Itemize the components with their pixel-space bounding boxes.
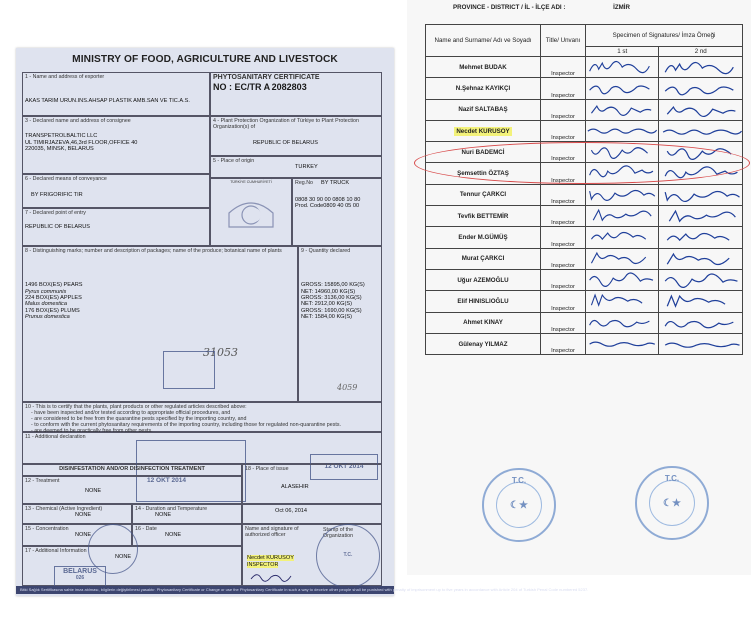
goods-botanical: Pyrus communis [25, 288, 67, 295]
signature-ink [659, 78, 742, 98]
goods-line: 176 BOX(ES) PLUMS [25, 307, 80, 314]
handwritten-number-2: 4059 [337, 383, 358, 392]
signature-rows [426, 57, 743, 355]
seal-text: T.C. [343, 552, 353, 559]
signature-ink [586, 185, 658, 205]
conveyance-label: 6 - Declared means of conveyance [25, 176, 107, 182]
inspector-title: Inspector [541, 248, 586, 269]
concentration-value: NONE [75, 532, 92, 539]
consignee-line-2: UL TIMIRJAZEVA,46,3rd FLOOR,OFFICE 40 [25, 139, 138, 146]
quantity-net: NET: 14960,00 KG(S) [301, 288, 356, 295]
inspector-title: Inspector [541, 269, 586, 290]
signature-second [659, 269, 743, 290]
consignee-line-3: 220035, MINSK, BELARUS [25, 145, 94, 152]
inspector-name-text: Nuri BADEMCİ [461, 148, 505, 156]
col-specimen: Specimen of Signatures/ İmza Örneği [586, 25, 743, 47]
signature-ink [659, 206, 742, 226]
signature-second [659, 312, 743, 333]
goods-botanical: Malus domestica [25, 301, 67, 308]
exporter-box [22, 72, 210, 116]
inspector-name [426, 333, 541, 354]
signature-second [659, 120, 743, 141]
inspector-name [426, 291, 541, 312]
regno-value: BY TRUCK [321, 180, 350, 187]
ppo-value: REPUBLIC OF BELARUS [253, 140, 318, 147]
disinfestation-title: DISINFESTATION AND/OR DISINFECTION TREATMENT [59, 466, 205, 472]
seal-left [482, 468, 556, 542]
signature-ink [659, 100, 742, 120]
inspector-name [426, 184, 541, 205]
origin-box [210, 156, 382, 178]
certification-b: - are considered to be free from the quarantine pests specified by the importing country, and [31, 416, 247, 423]
regno-box [292, 178, 382, 246]
footer-text: Bitki Sağlık Sertifikasına sahte imza atılması, bilgilerin değiştirilmesi yasaktır. Phytosanitary Certificate or Change or use the Phytosanitary Certificate in such a way to deceive other people shall be punished with penalty of imprisonment up to five years in accordance with Article 204 of Turkish Penal Code numbered 5237. [20, 587, 589, 592]
certification-text: 10 - This is to certify that the plants, plant products or other regulated articles described above: [25, 404, 247, 410]
seal-left-crescent-icon: ☾★ [496, 482, 542, 528]
goods-list [25, 282, 295, 321]
seal-right-text: T.C. [664, 474, 680, 483]
certification-a: - have been inspected and/or tested according to appropriate official procedures, and [31, 410, 231, 417]
table-row [426, 312, 743, 333]
signature-second [659, 248, 743, 269]
signature-first [586, 206, 659, 227]
signature-specimen-sheet [407, 0, 751, 575]
entry-stamp [163, 351, 215, 389]
signature-ink [586, 206, 658, 226]
quantity-label: 9 - Quantity declared [301, 248, 351, 254]
quantity-list [301, 282, 379, 321]
belarus-stamp-text: BELARUS [63, 568, 97, 575]
officer-signature [249, 570, 293, 584]
table-row [426, 291, 743, 312]
certificate-number-box [210, 72, 382, 116]
province-line [453, 4, 630, 11]
table-row [426, 248, 743, 269]
inspector-name-text: Necdet KURUSOY [456, 127, 510, 135]
signature-second [659, 78, 743, 99]
consignee-box [22, 116, 210, 174]
disinfestation-header [22, 464, 242, 476]
officer-name: Necdet KURUSOY [247, 555, 294, 561]
signature-ink [659, 334, 742, 354]
inspector-title: Inspector [541, 312, 586, 333]
belarus-stamp-number: 026 [75, 575, 85, 582]
inspector-name [426, 78, 541, 99]
ppo-box [210, 116, 382, 156]
stamp-date-1: 12 OKT 2014 [147, 477, 187, 484]
signature-ink [586, 227, 658, 247]
duration-box [132, 504, 242, 524]
signature-ink [659, 249, 742, 269]
signature-ink [586, 249, 658, 269]
inspector-name-text: Nazif SALTABAŞ [458, 106, 508, 114]
signature-second [659, 57, 743, 78]
certification-c: - to conform with the current phytosanitary requirements of the importing country, including those for regulated non-quarantine pests. [31, 422, 341, 429]
signature-ink [586, 100, 658, 120]
crescent-emblem-icon [221, 191, 281, 235]
stamp-label: Stamp of the Organization [323, 527, 354, 540]
stamp-date-2: 12 OKT 2014 [324, 463, 364, 470]
inspector-title: Inspector [541, 163, 586, 184]
signature-ink [586, 270, 658, 290]
table-row [426, 184, 743, 205]
inspector-title: Inspector [541, 227, 586, 248]
conveyance-box [22, 174, 210, 208]
signature-ink [586, 57, 658, 77]
quantity-gross: GROSS: 3136,00 KG(S) [301, 294, 362, 301]
consignee-line-1: TRANSPETROLBALTIC LLC [25, 133, 98, 140]
inspector-name [426, 248, 541, 269]
quantity-box [298, 246, 382, 402]
place-of-issue-value: ALASEHIR [281, 484, 309, 491]
signature-first [586, 78, 659, 99]
seal-right [635, 466, 709, 540]
inspector-name [426, 120, 541, 141]
inspector-title: Inspector [541, 99, 586, 120]
signature-first [586, 312, 659, 333]
signature-first [586, 184, 659, 205]
table-row [426, 57, 743, 78]
signature-second [659, 227, 743, 248]
inspector-name [426, 227, 541, 248]
signature-ink [659, 313, 742, 333]
emblem-text: TÜRKİYE CUMHURİYETİ [230, 180, 272, 184]
date-label: 16 - Date [135, 526, 157, 532]
entry-value: REPUBLIC OF BELARUS [25, 224, 90, 231]
signature-first [586, 333, 659, 354]
date-value: NONE [165, 532, 182, 539]
belarus-stamp [54, 566, 106, 588]
col-title: Title/ Unvanı [541, 25, 586, 57]
signature-first [586, 227, 659, 248]
ministry-title: MINISTRY OF FOOD, AGRICULTURE AND LIVESTOCK [72, 54, 338, 65]
date-box [132, 524, 242, 546]
certification-d: - are deemed to be practically free from other pests. [31, 428, 153, 435]
inspector-title: Inspector [541, 120, 586, 141]
signature-second [659, 184, 743, 205]
inspector-title: Inspector [541, 184, 586, 205]
origin-value: TURKEY [295, 164, 318, 171]
col-name: Name and Surname/ Adı ve Soyadı [426, 25, 541, 57]
regno-label: Reg.No [295, 180, 313, 186]
exporter-label: 1 - Name and address of exporter [25, 74, 105, 80]
entry-box [22, 208, 210, 246]
treatment-box [22, 476, 242, 504]
inspector-name-text: Şemsettin ÖZTAŞ [457, 170, 509, 178]
table-row [426, 269, 743, 290]
inspector-name-text: Uğur AZEMOĞLU [457, 276, 509, 284]
seal-right-crescent-icon: ☾★ [649, 480, 695, 526]
inspector-title: Inspector [541, 206, 586, 227]
signature-first [586, 291, 659, 312]
goods-line: 1496 BOX(ES) PEARS [25, 282, 83, 289]
officer-label: Name and signature of authorized officer [245, 526, 299, 539]
goods-box [22, 246, 298, 402]
signature-ink [586, 121, 658, 141]
signature-ink [659, 291, 742, 311]
table-row [426, 206, 743, 227]
product-codes-1: 0808 30 90 00 0808 10 80 [295, 196, 361, 203]
quantity-gross: GROSS: 15895,00 KG(S) [301, 282, 365, 289]
certificate-number-label: NO : EC/TR A [213, 82, 271, 93]
signature-first [586, 248, 659, 269]
additional-info-label: 17 - Additional Information [25, 548, 87, 554]
goods-line: 224 BOX(ES) APPLES [25, 294, 82, 301]
highlight-oval [414, 142, 750, 184]
signature-ink [659, 121, 742, 141]
signature-ink [659, 227, 742, 247]
duration-label: 14 - Duration and Temperature [135, 506, 208, 512]
inspector-name [426, 57, 541, 78]
chemical-value: NONE [75, 512, 92, 519]
inspector-title: Inspector [541, 291, 586, 312]
inspector-name-text: Tennur ÇARKCI [459, 191, 507, 199]
handwritten-number-1: 31053 [203, 346, 238, 359]
treatment-label: 12 - Treatment [25, 478, 60, 484]
table-row [426, 227, 743, 248]
additional-info-value: NONE [115, 554, 132, 561]
additional-declaration-label: 11 - Additional declaration [25, 434, 86, 440]
consignee-label: 3 - Declared name and address of consignee [25, 118, 131, 124]
chemical-box [22, 504, 132, 524]
col-first: 1 st [586, 47, 659, 57]
inspector-name-text: Ender M.GÜMÜŞ [458, 234, 508, 242]
signature-second [659, 206, 743, 227]
emblem-box [210, 178, 292, 246]
duration-value: NONE [155, 512, 172, 519]
inspector-title: Inspector [541, 333, 586, 354]
exporter-value: AKAS TARIM URUN.INS.AHSAP PLASTIK AMB.SAN VE TIC.A.S. [25, 98, 190, 105]
signature-first [586, 269, 659, 290]
signature-ink [586, 291, 658, 311]
table-row [426, 120, 743, 141]
officer-title: INSPECTOR [247, 562, 279, 568]
table-row [426, 99, 743, 120]
table-row [426, 78, 743, 99]
inspector-name-text: N.Şehnaz KAYIKÇI [455, 84, 511, 92]
signature-first [586, 57, 659, 78]
conveyance-value: BY FRIGORIFIC TIR [31, 192, 83, 199]
footer-ribbon [16, 586, 589, 594]
quantity-net: NET: 2912,00 KG(S) [301, 301, 352, 308]
chemical-label: 13 - Chemical (Active Ingredient) [25, 506, 103, 512]
inspector-name [426, 269, 541, 290]
inspector-title: Inspector [541, 78, 586, 99]
place-of-issue-label: 18 - Place of issue [245, 466, 289, 472]
inspector-name-text: Tevfik BETTEMİR [457, 212, 509, 220]
inspector-name-text: Gülenay YILMAZ [458, 340, 508, 348]
inspector-name [426, 99, 541, 120]
goods-botanical: Prunus domestica [25, 314, 70, 321]
signature-ink [586, 78, 658, 98]
quantity-gross: GROSS: 1690,00 KG(S) [301, 307, 362, 314]
inspector-name-text: Ahmet KINAY [463, 319, 503, 327]
place-of-issue-box [242, 464, 382, 504]
inspector-title: Inspector [541, 142, 586, 163]
ppo-label: 4 - Plant Protection Organization of Türkiye to Plant Protection Organization(s) of [213, 118, 359, 131]
certification-box [22, 402, 382, 435]
product-codes-2: Prod. Code0809 40 05 00 [295, 202, 360, 209]
goods-label: 8 - Distinguishing marks; number and description of packages; name of the produce; botanical name of plants [25, 248, 282, 254]
province-label: PROVINCE - DISTRICT / İL - İLÇE ADI : [453, 4, 566, 11]
signature-ink [659, 57, 742, 77]
province-value: İZMİR [613, 4, 630, 11]
signature-ink [586, 313, 658, 333]
signature-second [659, 99, 743, 120]
seal-left-text: T.C. [511, 476, 527, 485]
concentration-label: 15 - Concentration [25, 526, 69, 532]
signature-first [586, 120, 659, 141]
quantity-net: NET: 1584,00 KG(S) [301, 314, 352, 321]
origin-label: 5 - Place of origin [213, 158, 255, 164]
issue-date: Oct 06, 2014 [275, 508, 308, 514]
signature-first [586, 99, 659, 120]
inspector-name [426, 206, 541, 227]
signature-ink [586, 334, 658, 354]
signature-ink [659, 185, 742, 205]
inspector-name-text: Mehmet BUDAK [459, 63, 507, 71]
table-row [426, 333, 743, 354]
treatment-value: NONE [85, 488, 102, 495]
signature-ink [659, 270, 742, 290]
entry-label: 7 - Declared point of entry [25, 210, 86, 216]
certificate-number: 2082803 [271, 82, 307, 93]
inspector-name-text: Elif HINISLIOĞLU [457, 297, 509, 305]
inspector-name-text: Murat ÇARKCI [461, 255, 505, 263]
issue-date-box [242, 504, 382, 524]
inspector-name [426, 312, 541, 333]
signature-table [425, 24, 743, 355]
signature-second [659, 291, 743, 312]
signature-second [659, 333, 743, 354]
col-second: 2 nd [659, 47, 743, 57]
certificate-title: PHYTOSANITARY CERTIFICATE [213, 74, 320, 81]
organization-seal [316, 524, 380, 588]
inspector-title: Inspector [541, 57, 586, 78]
